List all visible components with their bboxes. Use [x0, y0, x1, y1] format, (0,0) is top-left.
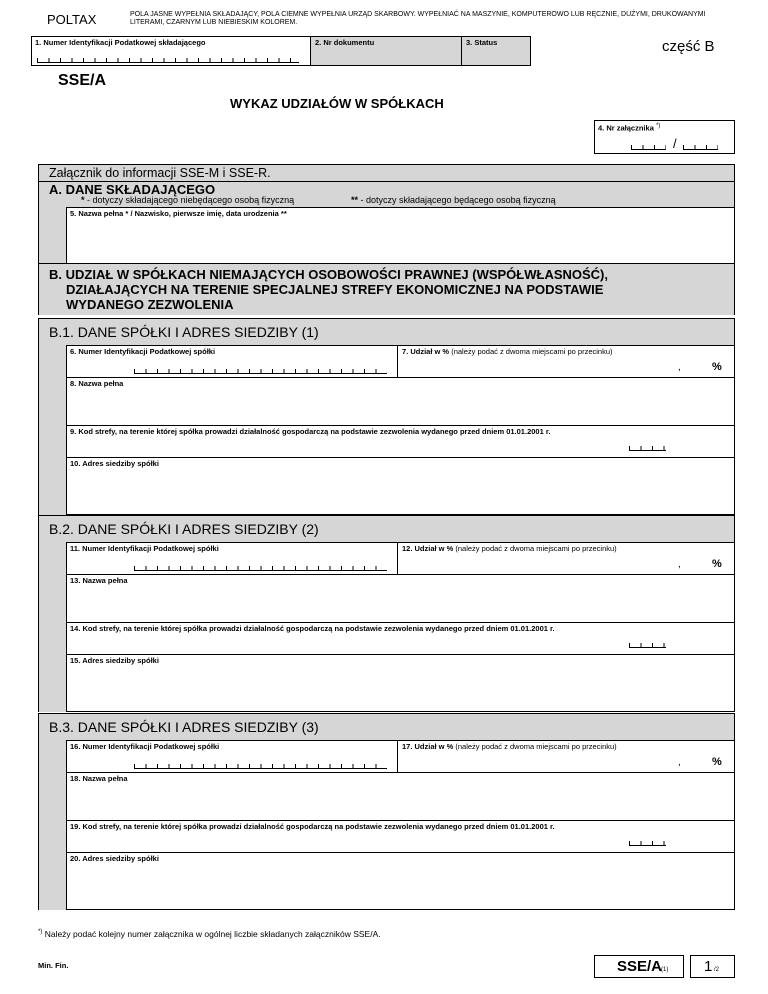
- field-1-ticks: [37, 57, 299, 63]
- company-1-left-margin: [38, 345, 66, 515]
- field-4-attachment-number[interactable]: [594, 120, 735, 154]
- company-1-address-field[interactable]: [66, 457, 735, 515]
- footer-page-box: [690, 955, 735, 978]
- field-4-label: 4. Nr załącznika *): [598, 123, 661, 133]
- company-2-name-field[interactable]: [66, 574, 735, 622]
- section-a-title: A. DANE SKŁADAJĄCEGO: [49, 182, 216, 197]
- footer-form-code: SSE/A: [617, 958, 663, 975]
- attachment-note-bar: [38, 164, 735, 181]
- company-3-zone-ticks: [629, 840, 666, 846]
- company-2-left-margin: [38, 542, 66, 712]
- company-1-name-label: 8. Nazwa pełna: [70, 379, 124, 388]
- company-1-nip-label: 6. Numer Identyfikacji Podatkowej spółki: [70, 347, 216, 356]
- field-1-label: 1. Numer Identyfikacji Podatkowej składającego: [35, 38, 206, 47]
- company-1-address-label: 10. Adres siedziby spółki: [70, 459, 159, 468]
- company-3-share-label: 17. Udział w % (należy podać z dwoma miejscami po przecinku): [402, 742, 617, 751]
- company-1-share-field[interactable]: [397, 345, 735, 377]
- section-a-note-2: ** - dotyczy składającego będącego osobą fizyczną: [351, 195, 556, 205]
- company-2-zone-ticks: [629, 642, 666, 648]
- company-2-zone-label: 14. Kod strefy, na terenie której spółka prowadzi działalność gospodarczą na podstawie zezwolenia wydanego przed dniem 01.01.2001 r.: [70, 624, 555, 633]
- company-3-percent: %: [712, 756, 722, 768]
- company-3-zone-label: 19. Kod strefy, na terenie której spółka prowadzi działalność gospodarczą na podstawie zezwolenia wydanego przed dniem 01.01.2001 r.: [70, 822, 555, 831]
- company-1-share-label: 7. Udział w % (należy podać z dwoma miejscami po przecinku): [402, 347, 613, 356]
- section-b-header: [38, 263, 735, 315]
- company-3-address-label: 20. Adres siedziby spółki: [70, 854, 159, 863]
- field-5-full-name[interactable]: [66, 207, 735, 263]
- field-3-status: [461, 36, 531, 66]
- company-2-address-label: 15. Adres siedziby spółki: [70, 656, 159, 665]
- company-3-comma: ,: [678, 757, 681, 768]
- company-1-zone-field[interactable]: [66, 425, 735, 457]
- section-b-title-3: WYDANEGO ZEZWOLENIA: [66, 297, 234, 312]
- company-2-address-field[interactable]: [66, 654, 735, 712]
- field-4-footnote-mark: *): [655, 123, 661, 129]
- brand-poltax: POLTAX: [47, 12, 97, 27]
- company-1-nip-field[interactable]: [66, 345, 398, 377]
- fill-instructions: POLA JASNE WYPEŁNIA SKŁADAJĄCY, POLA CIEMNE WYPEŁNIA URZĄD SKARBOWY. WYPEŁNIAĆ NA MASZYNIE, KOMPUTEROWO LUB RĘCZNIE, DUŻYMI, DRUKOWANYMI LITERAMI, CZARNYM LUB NIEBIESKIM KOLOREM.: [130, 11, 706, 26]
- company-1-name-field[interactable]: [66, 377, 735, 425]
- company-3-nip-label: 16. Numer Identyfikacji Podatkowej spółki: [70, 742, 220, 751]
- company-2-percent: %: [712, 558, 722, 570]
- company-1-percent: %: [712, 361, 722, 373]
- part-label: część B: [662, 38, 715, 55]
- form-title: WYKAZ UDZIAŁÓW W SPÓŁKACH: [230, 96, 444, 111]
- company-3-name-label: 18. Nazwa pełna: [70, 774, 128, 783]
- company-3-zone-field[interactable]: [66, 820, 735, 852]
- company-3-header: [38, 713, 735, 740]
- company-2-nip-label: 11. Numer Identyfikacji Podatkowej spółki: [70, 544, 219, 553]
- section-b-title-1: B. UDZIAŁ W SPÓŁKACH NIEMAJĄCYCH OSOBOWOŚCI PRAWNEJ (WSPÓŁWŁASNOŚĆ),: [49, 267, 608, 282]
- company-1-nip-ticks: [134, 368, 387, 374]
- company-2-title: B.2. DANE SPÓŁKI I ADRES SIEDZIBY (2): [49, 521, 319, 537]
- section-b-title-2: DZIAŁAJĄCYCH NA TERENIE SPECJALNEJ STREFY EKONOMICZNEJ NA PODSTAWIE: [66, 282, 604, 297]
- form-code: SSE/A: [58, 72, 107, 89]
- company-1-zone-label: 9. Kod strefy, na terenie której spółka prowadzi działalność gospodarczą na podstawie zezwolenia wydanego przed dniem 01.01.2001 r.: [70, 427, 551, 436]
- company-2-nip-ticks: [134, 565, 387, 571]
- ministry-label: Min. Fin.: [38, 961, 69, 970]
- section-a-note-1: * - dotyczy składającego niebędącego osobą fizyczną: [81, 195, 295, 205]
- field-4-ticks-a: [631, 144, 666, 150]
- footer-form-code-box: [594, 955, 684, 978]
- footer-page-total: /2: [714, 967, 720, 973]
- company-1-title: B.1. DANE SPÓŁKI I ADRES SIEDZIBY (1): [49, 324, 319, 340]
- section-a-header: [38, 181, 735, 207]
- company-3-share-field[interactable]: [397, 740, 735, 772]
- company-2-share-label: 12. Udział w % (należy podać z dwoma miejscami po przecinku): [402, 544, 617, 553]
- field-3-label: 3. Status: [466, 38, 498, 47]
- company-3-title: B.3. DANE SPÓŁKI I ADRES SIEDZIBY (3): [49, 719, 319, 735]
- company-2-zone-field[interactable]: [66, 622, 735, 654]
- company-1-zone-ticks: [629, 445, 666, 451]
- footer-version: (1): [661, 967, 669, 973]
- company-3-name-field[interactable]: [66, 772, 735, 820]
- footnote: *) Należy podać kolejny numer załącznika w ogólnej liczbie składanych załączników SSE/A.: [38, 929, 381, 939]
- company-2-comma: ,: [678, 559, 681, 570]
- company-3-address-field[interactable]: [66, 852, 735, 910]
- field-4-ticks-b: [683, 144, 718, 150]
- company-2-share-field[interactable]: [397, 542, 735, 574]
- field-1-nip[interactable]: [31, 36, 311, 66]
- company-2-header: [38, 515, 735, 542]
- company-3-left-margin: [38, 740, 66, 910]
- company-3-nip-ticks: [134, 763, 387, 769]
- company-3-nip-field[interactable]: [66, 740, 398, 772]
- field-2-label: 2. Nr dokumentu: [315, 38, 375, 47]
- footer-page: 1: [704, 958, 713, 975]
- company-1-comma: ,: [678, 362, 681, 373]
- company-2-name-label: 13. Nazwa pełna: [70, 576, 128, 585]
- company-2-nip-field[interactable]: [66, 542, 398, 574]
- field-4-slash: /: [673, 136, 677, 151]
- company-1-header: [38, 318, 735, 345]
- attachment-note: Załącznik do informacji SSE-M i SSE-R.: [49, 166, 271, 180]
- field-2-doc-number: [310, 36, 462, 66]
- section-a-left-margin: [38, 207, 66, 263]
- field-5-label: 5. Nazwa pełna * / Nazwisko, pierwsze imię, data urodzenia **: [70, 209, 287, 218]
